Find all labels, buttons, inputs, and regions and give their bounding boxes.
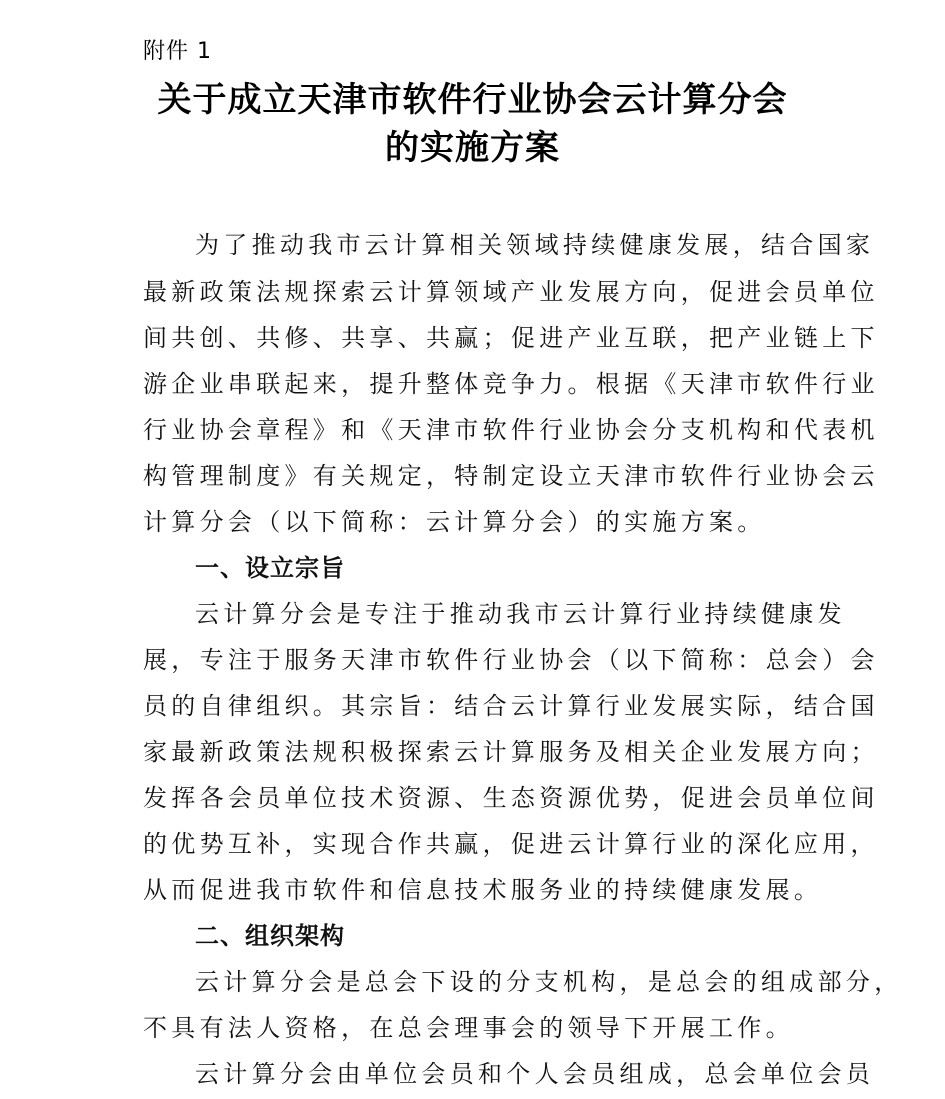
- section1-line: 云计算分会是专注于推动我市云计算行业持续健康发: [195, 600, 846, 628]
- section1-line: 展，专注于服务天津市软件行业协会（以下简称：总会）会: [143, 646, 879, 674]
- section2-line: 云计算分会由单位会员和个人会员组成，总会单位会员: [195, 1060, 875, 1088]
- section2-line: 不具有法人资格，在总会理事会的领导下开展工作。: [143, 1014, 794, 1042]
- section-heading-organization: 二、组织架构: [195, 922, 345, 950]
- section2-line: 云计算分会是总会下设的分支机构，是总会的组成部分，: [195, 968, 903, 996]
- section1-line: 发挥各会员单位技术资源、生态资源优势，促进会员单位间: [143, 784, 879, 812]
- intro-line: 计算分会（以下简称：云计算分会）的实施方案。: [143, 508, 766, 536]
- document-title-line-2: 的实施方案: [385, 128, 560, 168]
- section1-line: 员的自律组织。其宗旨：结合云计算行业发展实际，结合国: [143, 692, 879, 720]
- intro-line: 游企业串联起来，提升整体竞争力。根据《天津市软件行业: [143, 370, 879, 398]
- section-heading-purpose: 一、设立宗旨: [195, 554, 345, 582]
- intro-line: 构管理制度》有关规定，特制定设立天津市软件行业协会云: [143, 462, 879, 490]
- intro-line: 最新政策法规探索云计算领域产业发展方向，促进会员单位: [143, 278, 879, 306]
- section1-line: 家最新政策法规积极探索云计算服务及相关企业发展方向；: [143, 738, 879, 766]
- intro-line: 为了推动我市云计算相关领域持续健康发展，结合国家: [195, 231, 875, 259]
- intro-line: 间共创、共修、共享、共赢；促进产业互联，把产业链上下: [143, 324, 879, 352]
- section1-line: 的优势互补，实现合作共赢，促进云计算行业的深化应用，: [143, 830, 879, 858]
- document-title-line-1: 关于成立天津市软件行业协会云计算分会: [157, 80, 788, 120]
- intro-line: 行业协会章程》和《天津市软件行业协会分支机构和代表机: [143, 416, 879, 444]
- section1-line: 从而促进我市软件和信息技术服务业的持续健康发展。: [143, 876, 823, 904]
- attachment-label: 附件 1: [143, 39, 212, 64]
